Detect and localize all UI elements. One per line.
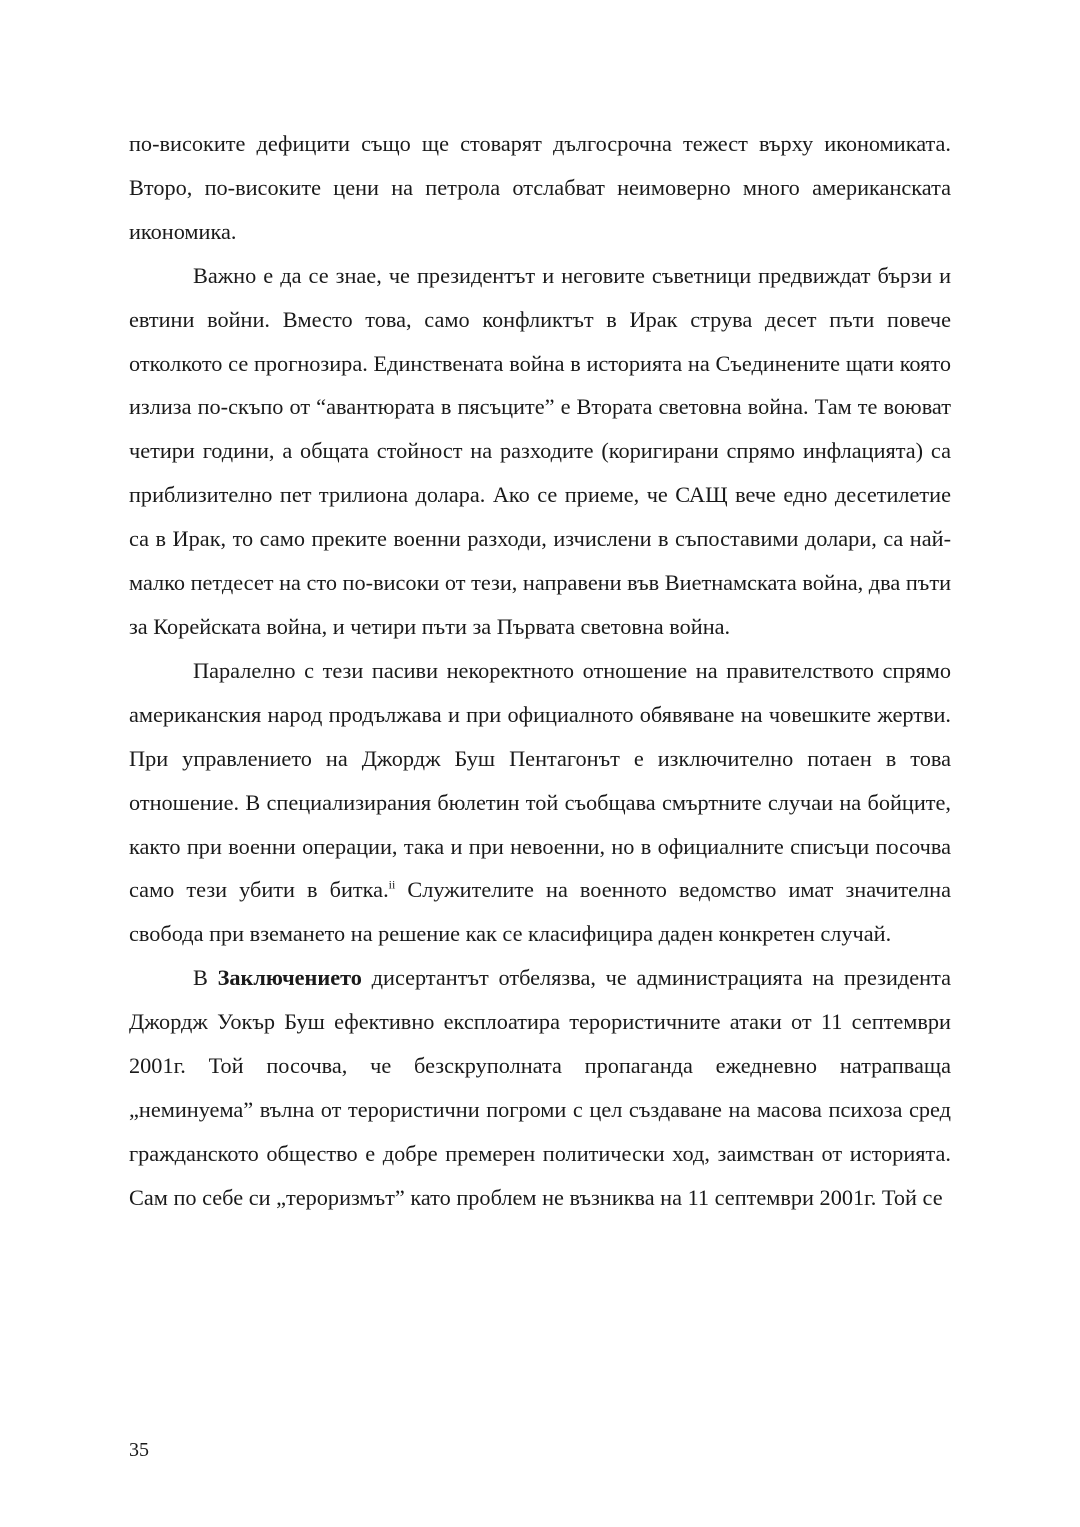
paragraph-4-text: дисертантът отбелязва, че администрацията на президента Джордж Уокър Буш ефективно експлоатира терористичните атаки от 11 септември 2001г. Той посочва, че безскруполната пропаганда ежедневно натрапваща „неминуема” вълна от терористични погроми с цел създаване на масова психоза сред гражданското общество е добре премерен политически ход, заимстван от историята. Сам по себе си „тероризмът” като проблем не възниква на 11 септември 2001г. Той се <box>129 965 951 1210</box>
footnote-marker: ii <box>388 877 396 892</box>
paragraph-1 <box>129 122 951 254</box>
conclusion-heading-inline: Заключението <box>217 965 362 991</box>
paragraph-3-text-before-note: Паралелно с тези пасиви некоректното отношение на правителството спрямо американския народ продължава и при официалното обявяване на човешките жертви. При управлението на Джордж Буш Пентагонът е изключително потаен в това отношение. В специализирания бюлетин той съобщава смъртните случаи на бойците, както при военни операции, така и при невоенни, но в официалните списъци посочва само тези убити в битка. <box>129 657 951 903</box>
paragraph-3 <box>129 649 951 956</box>
paragraph-4-lead: В <box>193 965 218 991</box>
paragraph-1-text: по-високите дефицити също ще стоварят дългосрочна тежест върху икономиката. Второ, по-високите цени на петрола отслабват неимоверно много американската икономика. <box>129 131 951 244</box>
paragraph-4 <box>129 956 951 1219</box>
document-body <box>129 122 951 1220</box>
page-number: 35 <box>129 1439 149 1461</box>
paragraph-2 <box>129 254 951 649</box>
paragraph-3-text-after-note: Служителите на военното ведомство имат значителна свобода при вземането на решение как се класифицира даден конкретен случай. <box>129 877 951 947</box>
paragraph-2-text: Важно е да се знае, че президентът и неговите съветници предвиждат бързи и евтини войни. Вместо това, само конфликтът в Ирак струва десет пъти повече отколкото се прогнозира. Единствената война в историята на Съединените щати която излиза по-скъпо от “авантюрата в пясъците” е Втората световна война. Там те воюват четири години, а общата стойност на разходите (коригирани спрямо инфлацията) са приблизително пет трилиона долара. Ако се приеме, че САЩ вече едно десетилетие са в Ирак, то само преките военни разходи, изчислени в съпоставими долари, са най-малко петдесет на сто по-високи от тези, направени във Виетнамската война, два пъти за Корейската война, и четири пъти за Първата световна война. <box>129 262 951 639</box>
